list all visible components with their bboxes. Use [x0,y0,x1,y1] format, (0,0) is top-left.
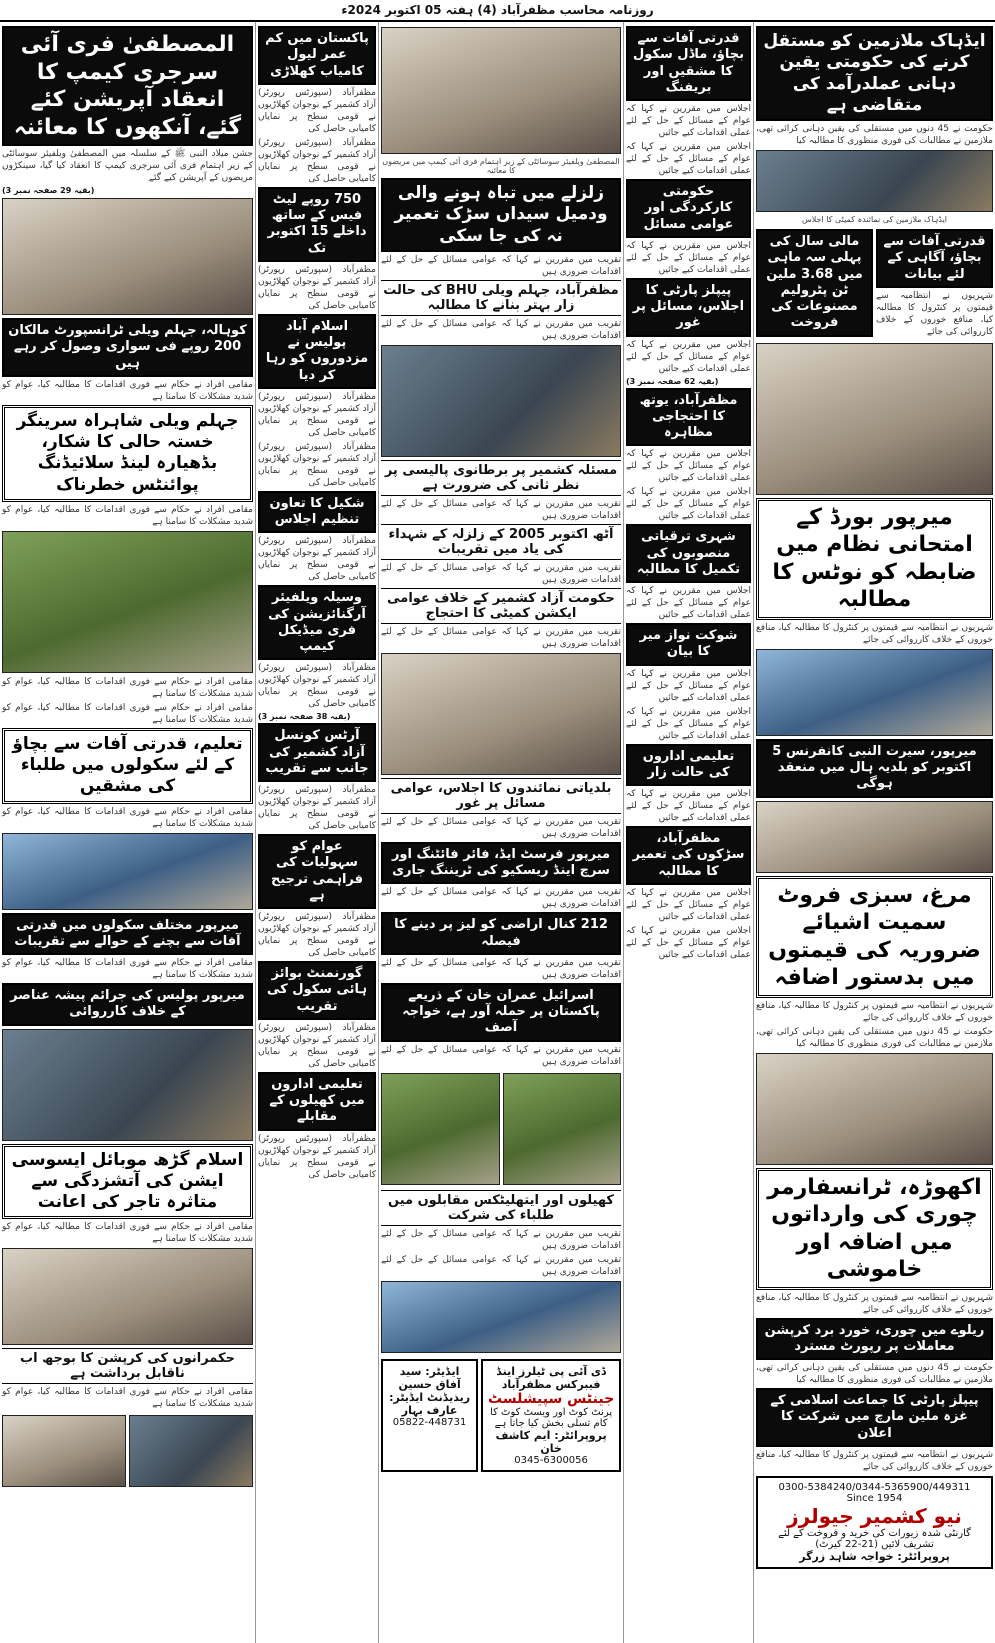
article-text: حکومت نے 45 دنوں میں مستقلی کی یقین دہانی کرائی تھی، ملازمین نے مطالبات کی فوری منظوری کا مطالبہ کیا [756,124,994,146]
headline: عوام کو سہولیات کی فراہمی ترجیح ہے [258,834,376,909]
headline-rescue-training: میرپور فرسٹ ایڈ، فائر فائٹنگ اور سرچ اینڈ ریسکیو کی ٹریننگ جاری [381,842,621,885]
article-text: اجلاس میں مقررین نے کہا کہ عوام کے مسائل کے حل کے لئے عملی اقدامات کیے جائیں [626,240,751,275]
article-text: اجلاس میں مقررین نے کہا کہ عوام کے مسائل کے حل کے لئے عملی اقدامات کیے جائیں [626,104,751,138]
headline: 750 روپے لیٹ فیس کے ساتھ داخلے 15 اکتوبر تک [258,187,376,262]
row-split [756,227,993,340]
headline: تعلیمی اداروں میں کھیلوں کے مقابلے [258,1072,376,1131]
article-text: اجلاس میں مقررین نے کہا کہ عوام کے مسائل کے حل کے لئے عملی اقدامات کیے جائیں [626,925,751,960]
article-text: مظفرآباد (سپورٹس رپورٹر) آزاد کشمیر کے نوجوان کھلاڑیوں نے قومی سطح پر نمایاں کامیابی حاصل کی [258,391,376,438]
editor-box [381,1359,478,1472]
article-text: مقامی افراد نے حکام سے فوری اقدامات کا مطالبہ کیا، عوام کو شدید مشکلات کا سامنا ہے [2,676,253,699]
editor-name: ایڈیٹر: سید آفاق حسین [398,1364,461,1391]
advert-established: Since 1954 [846,1492,903,1504]
subcol [756,227,873,340]
headline-transformer-theft: اکھوڑہ، ٹرانسفارمر چوری کی وارداتوں میں اضافہ اور خاموشی [756,1168,993,1290]
article-text: شہریوں نے انتظامیہ سے قیمتوں پر کنٹرول کا مطالبہ کیا، منافع خوروں کے خلاف کارروائی کی جائے [756,1449,993,1472]
headline: تعلیمی اداروں کی حالت زار [626,744,751,787]
advert-title: نیو کشمیر جیولرز [787,1503,962,1528]
article-text: تقریب میں مقررین نے کہا کہ عوامی مسائل کے حل کے لئے اقدامات ضروری ہیں [381,498,621,521]
advert-proprietor: پروپرائٹر: ایم کاشف خان [495,1428,607,1455]
article-text: مظفرآباد (سپورٹس رپورٹر) آزاد کشمیر کے نوجوان کھلاڑیوں نے قومی سطح پر نمایاں کامیابی حاصل کی [258,441,376,488]
article-text: مظفرآباد (سپورٹس رپورٹر) آزاد کشمیر کے نوجوان کھلاڑیوں نے قومی سطح پر نمایاں کامیابی حاصل کی [258,1133,376,1180]
photo-transformer [503,1073,622,1185]
advert-desc: گارنٹی شدہ زیورات کی خرید و فروخت کے لئے تشریف لائیں (21-22 کیرٹ) [778,1527,971,1550]
column-left-wide [0,22,255,1643]
article-text: مظفرآباد (سپورٹس رپورٹر) آزاد کشمیر کے نوجوان کھلاڑیوں نے قومی سطح پر نمایاں کامیابی حاصل کی [258,1022,376,1069]
headline-khawaja-asif: اسرائیل عمران خان کے ذریعے پاکستان پر حملہ آور ہے، خواجہ آصف [381,983,621,1042]
photo-caption: المصطفیٰ ویلفیئر سوسائٹی کے زیر اہتمام فری آئی کیمپ میں مریضوں کا معائنہ [382,157,620,175]
headline: حکومتی کارکردگی اور عوامی مسائل [626,179,751,238]
headline-road-not-built: زلزلے میں تباہ ہونے والی ودمیل سیداں سڑک تعمیر نہ کی جا سکی [381,178,621,252]
photo-eye-examination [2,198,253,315]
photo-garland-ceremony [756,343,993,495]
article-text: تقریب میں مقررین نے کہا کہ عوامی مسائل کے حل کے لئے اقدامات ضروری ہیں [381,626,621,649]
headline-prices-rise: مرغ، سبزی فروٹ سمیت اشیائے ضروریہ کی قیمتوں میں بدستور اضافہ [756,876,993,998]
photo-landslide [2,531,253,673]
advert-tailors [481,1359,621,1472]
continued-note: (بقیہ 62 صفحہ نمبر 3) [626,376,719,386]
article-text: تقریب میں مقررین نے کہا کہ عوامی مسائل کے حل کے لئے اقدامات ضروری ہیں [381,318,621,341]
article-text: تقریب میں مقررین نے کہا کہ عوامی مسائل کے حل کے لئے اقدامات ضروری ہیں [381,1254,621,1277]
article-text: شہریوں نے انتظامیہ سے قیمتوں پر کنٹرول کا مطالبہ کیا، منافع خوروں کے خلاف کارروائی کی جائے [756,1292,993,1315]
article-text: مقامی افراد نے حکام سے فوری اقدامات کا مطالبہ کیا، عوام کو شدید مشکلات کا سامنا ہے [2,702,253,725]
article-text: مظفرآباد (سپورٹس رپورٹر) آزاد کشمیر کے نوجوان کھلاڑیوں نے قومی سطح پر نمایاں کامیابی حاصل کی [258,785,376,831]
article-text: اجلاس میں مقررین نے کہا کہ عوام کے مسائل کے حل کے لئے عملی اقدامات کیے جائیں [626,668,751,703]
article-text: اجلاس میں مقررین نے کہا کہ عوام کے مسائل کے حل کے لئے عملی اقدامات کیے جائیں [626,887,751,922]
photo-meeting [756,801,993,873]
article-text: تقریب میں مقررین نے کہا کہ عوامی مسائل کے حل کے لئے اقدامات ضروری ہیں [381,562,621,585]
photo-elders-seated [381,345,621,457]
article-text: مظفرآباد (سپورٹس رپورٹر) آزاد کشمیر کے نوجوان کھلاڑیوں نے قومی سطح پر نمایاں کامیابی حاصل کی [258,87,376,134]
photo-students-ceremony [756,649,993,736]
headline-school-drills: تعلیم، قدرتی آفات سے بچاؤ کے لئے سکولوں میں طلباء کی مشقیں [2,728,253,804]
article-text: شہریوں نے انتظامیہ سے قیمتوں پر کنٹرول کا مطالبہ کیا، منافع خوروں کے خلاف کارروائی کی جائے [756,1000,993,1023]
subheadline-sports: کھیلوں اور ایتھلیٹکس مقابلوں میں طلباء کی شرکت [381,1190,621,1226]
headline: پاکستان میں کم عمر لیول کامیاب کھلاڑی [258,26,376,85]
article-text: مقامی افراد نے حکام سے فوری اقدامات کا مطالبہ کیا، عوام کو شدید مشکلات کا سامنا ہے [2,1222,253,1245]
headline: شکیل کا تعاون تنظیم اجلاس [258,491,376,534]
article-text: مقامی افراد نے حکام سے فوری اقدامات کا مطالبہ کیا، عوام کو شدید مشکلات کا سامنا ہے [2,379,253,402]
article-text: اجلاس میں مقررین نے کہا کہ عوام کے مسائل کے حل کے لئے عملی اقدامات کیے جائیں [626,142,751,176]
photo-gathering [756,1053,993,1165]
photo-eye-camp [381,27,621,154]
headline-jhelum-valley-road: جہلم ویلی شاہراہ سرینگر خستہ حالی کا شکار، بڈھیارہ لینڈ سلائیڈنگ پوائنٹس خطرناک [2,405,253,502]
photo-students-drill [2,833,253,910]
subheadline-local-bodies: بلدیاتی نمائندوں کا اجلاس، عوامی مسائل پر غور [381,778,621,814]
photo-motorcycle [129,1415,253,1487]
photo-sports-event [381,1281,621,1353]
headline-eye-camp: المصطفیٰ فری آئی سرجری کیمپ کا انعقاد آپریشن کئے گئے، آنکھوں کا معائنہ [2,26,253,146]
article-text: تقریب میں مقررین نے کہا کہ عوامی مسائل کے حل کے لئے اقدامات ضروری ہیں [381,254,621,277]
article-text: اجلاس میں مقررین نے کہا کہ عوام کے مسائل کے حل کے لئے عملی اقدامات کیے جائیں [626,339,751,374]
continued-note: (بقیہ 38 صفحہ نمبر 3) [258,712,351,722]
column-narrow-left [255,22,378,1643]
photo-caption: ایڈہاک ملازمین کی نمائندہ کمیٹی کا اجلاس [801,215,948,224]
article-text: اجلاس میں مقررین نے کہا کہ عوام کے مسائل کے حل کے لئے عملی اقدامات کیے جائیں [626,706,751,741]
headline-adhoc-employees: ایڈہاک ملازمین کو مستقل کرنے کی حکومتی یقین دہانی عملدرآمد کی متقاضی ہے [756,26,993,121]
article-text: مظفرآباد (سپورٹس رپورٹر) آزاد کشمیر کے نوجوان کھلاڑیوں نے قومی سطح پر نمایاں کامیابی حاصل کی [258,536,376,583]
advert-phone: 0345-6300056 [514,1454,588,1466]
headline: مظفرآباد، سڑکوں کی تعمیر کا مطالبہ [626,826,751,885]
headline-land-lease: 212 کنال اراضی کو لیز پر دینے کا فیصلہ [381,912,621,955]
article-text: مظفرآباد (سپورٹس رپورٹر) آزاد کشمیر کے نوجوان کھلاڑیوں نے قومی سطح پر نمایاں کامیابی حاصل کی [258,137,376,184]
column-middle [378,22,623,1643]
article-text: جشن میلاد النبی ﷺ کے سلسلہ میں المصطفیٰ ویلفیئر سوسائٹی کے زیر اہتمام فری آئی سرجری کیمپ کا انعقاد کیا گیا، سینکڑوں مریضوں کے آپریشن کیے گئے [2,149,253,183]
headline: آرٹس کونسل آزاد کشمیر کی جانب سے تقریب [258,723,376,782]
columns [0,22,995,1643]
headline: گورنمنٹ بوائز ہائی سکول کی تقریب [258,961,376,1020]
resident-editor-name: ریذیڈنٹ ایڈیٹر: عارف بہار [389,1390,471,1417]
column-right-wide [753,22,995,1643]
photo-group [381,653,621,775]
advert-desc: پرنٹ کوٹ اور ویسٹ کوٹ کا کام تسلی بخش کیا جاتا ہے [490,1406,613,1429]
article-text: مقامی افراد نے حکام سے فوری اقدامات کا مطالبہ کیا، عوام کو شدید مشکلات کا سامنا ہے [2,958,253,980]
headline: وسیلہ ویلفیئر آرگنائزیشن کی فری میڈیکل کیمپ [258,585,376,660]
subheadline-action-committee: حکومت آزاد کشمیر کے خلاف عوامی ایکشن کمیٹی کا احتجاج [381,588,621,624]
headline-seerat-conference: میرپور، سیرت النبی کانفرنس 5 اکتوبر کو بلدیہ ہال میں منعقد ہوگی [756,739,993,798]
article-text: مظفرآباد (سپورٹس رپورٹر) آزاد کشمیر کے نوجوان کھلاڑیوں نے قومی سطح پر نمایاں کامیابی حاصل کی [258,663,376,710]
article-text: مظفرآباد (سپورٹس رپورٹر) آزاد کشمیر کے نوجوان کھلاڑیوں نے قومی سطح پر نمایاں کامیابی حاصل کی [258,264,376,311]
ads-row [381,1356,621,1475]
advert-title: ڈی آئی پی ٹیلرز اینڈ فیبرکس مظفرآباد [496,1364,606,1391]
column-narrow-right [623,22,753,1643]
article-text: تقریب میں مقررین نے کہا کہ عوامی مسائل کے حل کے لئے اقدامات ضروری ہیں [381,887,621,910]
headline: اسلام آباد پولیس نے مزدوروں کو رہا کر دیا [258,314,376,389]
subheadline-bhu: مظفرآباد، جہلم ویلی BHU کی حالت زار بہتر بنانے کا مطالبہ [381,280,621,316]
headline-disaster-awareness: قدرتی آفات سے بچاؤ، آگاہی کے لئے بیانات [876,229,993,288]
article-text: اجلاس میں مقررین نے کہا کہ عوام کے مسائل کے حل کے لئے عملی اقدامات کیے جائیں [626,487,751,522]
editor-phone: 05822-448731 [392,1416,467,1428]
headline: پیپلز پارٹی کا اجلاس، مسائل پر غور [626,278,751,337]
subheadline-corruption-burden: حکمرانوں کی کرپشن کا بوجھ اب ناقابل برداشت ہے [2,1348,253,1384]
headline: شہری ترقیاتی منصوبوں کی تکمیل کا مطالبہ [626,524,751,583]
advert-proprietor: پروپرائٹر: خواجہ شاہد زرگر [799,1549,950,1563]
article-text: شہریوں نے انتظامیہ سے قیمتوں پر کنٹرول کا مطالبہ کیا، منافع خوروں کے خلاف کارروائی کی جائے [756,622,993,645]
article-text: مظفرآباد (سپورٹس رپورٹر) آزاد کشمیر کے نوجوان کھلاڑیوں نے قومی سطح پر نمایاں کامیابی حاصل کی [258,912,376,958]
subheadline-kashmir-policy: مسئلہ کشمیر پر برطانوی پالیسی پر نظر ثانی کی ضرورت ہے [381,460,621,496]
headline: مظفرآباد، یوتھ کا احتجاجی مظاہرہ [626,388,751,447]
photo-person [2,1415,126,1487]
headline: شوکت نواز میر کا بیان [626,623,751,666]
article-text: تقریب میں مقررین نے کہا کہ عوامی مسائل کے حل کے لئے اقدامات ضروری ہیں [381,1228,621,1251]
headline-mirpur-police: میرپور پولیس کی جرائم پیشہ عناصر کے خلاف کارروائی [2,983,253,1026]
article-text: اجلاس میں مقررین نے کہا کہ عوام کے مسائل کے حل کے لئے عملی اقدامات کیے جائیں [626,449,751,484]
advert-jewellers [756,1476,993,1569]
article-text: حکومت نے 45 دنوں میں مستقلی کی یقین دہانی کرائی تھی، ملازمین نے مطالبات کی فوری منظوری کا مطالبہ کیا [756,1026,994,1049]
article-text: اجلاس میں مقررین نے کہا کہ عوام کے مسائل کے حل کے لئے عملی اقدامات کیے جائیں [626,586,751,620]
headline-ppp-gaza-march: پیپلز پارٹی کا جماعت اسلامی کے غزہ ملین مارچ میں شرکت کا اعلان [756,1388,993,1447]
advert-phone: 0300-5384240/0344-5365900/449311 [778,1481,971,1493]
article-text: مقامی افراد نے حکام سے فوری اقدامات کا مطالبہ کیا، عوام کو شدید مشکلات کا سامنا ہے [2,504,253,527]
article-text: تقریب میں مقررین نے کہا کہ عوامی مسائل کے حل کے لئے اقدامات ضروری ہیں [381,816,621,839]
article-text: شہریوں نے انتظامیہ سے قیمتوں پر کنٹرول کا مطالبہ کیا، منافع خوروں کے خلاف کارروائی کی جائے [876,290,993,337]
photo-row [2,1412,253,1490]
photo-row [381,1070,621,1188]
advert-specialist: جینٹس سپیشلسٹ [488,1390,615,1407]
headline-mirpur-schools: میرپور مختلف سکولوں میں قدرتی آفات سے بچنے کے حوالے سے تقریبات [2,913,253,956]
headline-transport-fares: کوہالہ، جہلم ویلی ٹرانسپورٹ مالکان 200 روپے فی سواری وصول کر رہے ہیں [2,318,253,377]
photo-association-members [2,1248,253,1345]
subcol [876,227,993,340]
article-text: تقریب میں مقررین نے کہا کہ عوامی مسائل کے حل کے لئے اقدامات ضروری ہیں [381,1044,621,1067]
headline-railway-corruption: ریلوے میں چوری، خورد برد کرپشن معاملات پر رپورٹ مسترد [756,1318,993,1361]
page-header: روزنامہ محاسب مظفرآباد (4) ہفتہ 05 اکتوبر 2024ء [0,0,995,22]
photo-adhoc-meeting [756,150,993,212]
headline: قدرتی آفات سے بچاؤ، ماڈل سکول کا مشقیں اور بریفنگ [626,26,751,101]
headline-petroleum-sales: مالی سال کی پہلی سہ ماہی میں 3.68 ملین ٹن پٹرولیم مصنوعات کی فروخت [756,229,873,337]
photo-site [381,1073,500,1185]
article-text: مقامی افراد نے حکام سے فوری اقدامات کا مطالبہ کیا، عوام کو شدید مشکلات کا سامنا ہے [2,806,253,829]
headline-mirpur-board: میرپور بورڈ کے امتحانی نظام میں ضابطہ کو نوٹس کا مطالبہ [756,498,993,620]
subheadline-earthquake-anniversary: آٹھ اکتوبر 2005 کے زلزلہ کے شہداء کی یاد میں تقریبات [381,524,621,560]
article-text: تقریب میں مقررین نے کہا کہ عوامی مسائل کے حل کے لئے اقدامات ضروری ہیں [381,957,621,980]
article-text: اجلاس میں مقررین نے کہا کہ عوام کے مسائل کے حل کے لئے عملی اقدامات کیے جائیں [626,789,751,823]
headline-mobile-association: اسلام گڑھ موبائل ایسوسی ایشن کی آتشزدگی سے متاثرہ تاجر کی اعانت [2,1144,253,1220]
continued-note: (بقیہ 29 صفحہ نمبر 3) [2,186,95,195]
article-text: حکومت نے 45 دنوں میں مستقلی کی یقین دہانی کرائی تھی، ملازمین نے مطالبات کی فوری منظوری کا مطالبہ کیا [756,1363,994,1385]
photo-police-arrest [2,1029,253,1141]
article-text: مقامی افراد نے حکام سے فوری اقدامات کا مطالبہ کیا، عوام کو شدید مشکلات کا سامنا ہے [2,1387,253,1410]
